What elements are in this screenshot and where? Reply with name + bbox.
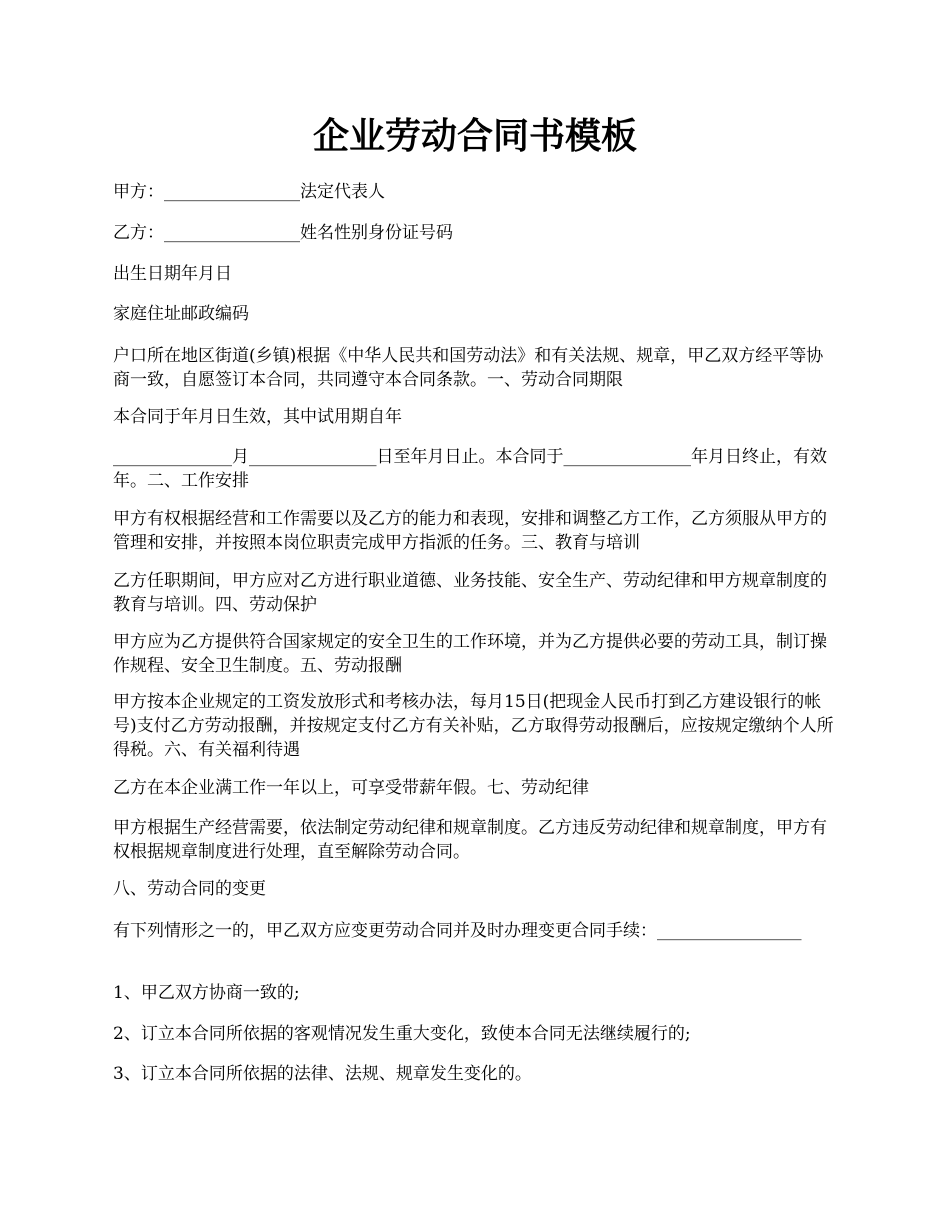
remuneration-paragraph: 甲方按本企业规定的工资发放形式和考核办法，每月15日(把现金人民币打到乙方建设银行的帐号)支付乙方劳动报酬，并按规定支付乙方有关补贴，乙方取得劳动报酬后，应按规定缴纳个人所得税。六、有关福利待遇: [113, 692, 834, 760]
home-address-line: 家庭住址邮政编码: [113, 304, 249, 324]
preamble-paragraph: 户口所在地区街道(乡镇)根据《中华人民共和国劳动法》和有关法规、规章，甲乙双方经平等协商一致，自愿签订本合同，共同遵守本合同条款。一、劳动合同期限: [113, 346, 824, 390]
labor-protection-paragraph: 甲方应为乙方提供符合国家规定的安全卫生的工作环境，并为乙方提供必要的劳动工具，制订操作规程、安全卫生制度。五、劳动报酬: [113, 632, 827, 676]
change-conditions-paragraph: 有下列情形之一的，甲乙双方应变更劳动合同并及时办理变更合同手续：_________________: [113, 921, 802, 941]
welfare-paragraph: 乙方在本企业满工作一年以上，可享受带薪年假。七、劳动纪律: [113, 778, 589, 798]
birth-date-line: 出生日期年月日: [113, 264, 232, 284]
document-title: 企业劳动合同书模板: [312, 115, 637, 157]
contract-term-paragraph: ______________月_______________日至年月日止。本合同于_______________年月日终止，有效年。二、工作安排: [113, 447, 827, 491]
work-arrangement-paragraph: 甲方有权根据经营和工作需要以及乙方的能力和表现，安排和调整乙方工作，乙方须服从甲方的管理和安排，并按照本岗位职责完成甲方指派的任务。三、教育与培训: [113, 509, 827, 553]
training-paragraph: 乙方任职期间，甲方应对乙方进行职业道德、业务技能、安全生产、劳动纪律和甲方规章制度的教育与培训。四、劳动保护: [113, 571, 827, 615]
section-8-heading: 八、劳动合同的变更: [113, 879, 266, 899]
party-a-line: 甲方：________________法定代表人: [113, 182, 385, 202]
effective-date-line: 本合同于年月日生效，其中试用期自年: [113, 407, 402, 427]
party-b-line: 乙方：________________姓名性别身份证号码: [113, 223, 453, 243]
list-item: 3、订立本合同所依据的法律、法规、规章发生变化的。: [113, 1064, 532, 1084]
labor-discipline-paragraph: 甲方根据生产经营需要，依法制定劳动纪律和规章制度。乙方违反劳动纪律和规章制度，甲方有权根据规章制度进行处理，直至解除劳动合同。: [113, 818, 827, 862]
list-item: 1、甲乙双方协商一致的;: [113, 983, 300, 1003]
list-item: 2、订立本合同所依据的客观情况发生重大变化，致使本合同无法继续履行的;: [113, 1024, 691, 1044]
